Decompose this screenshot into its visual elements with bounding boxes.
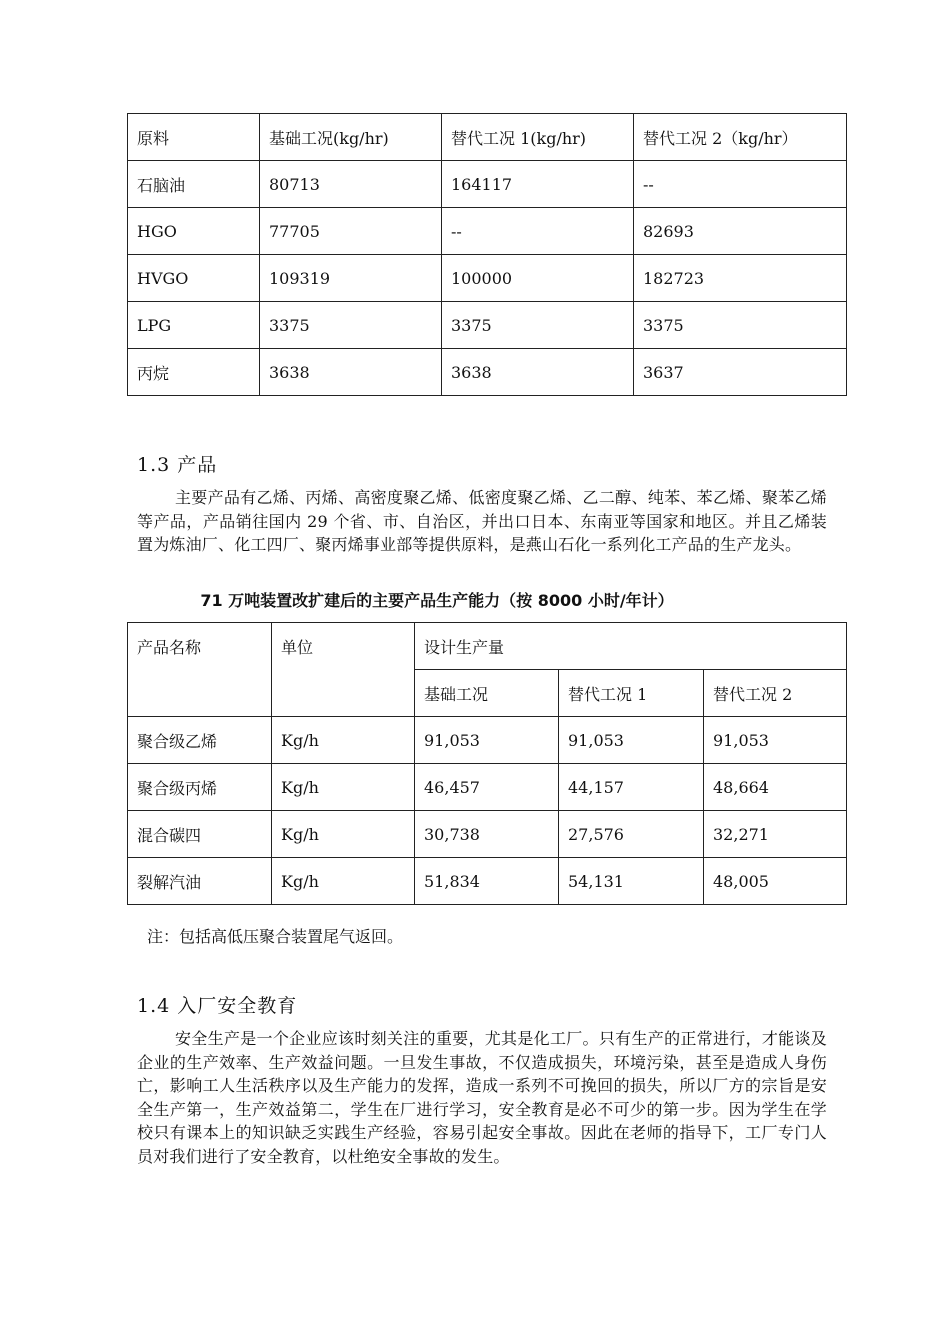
products-paragraph: 主要产品有乙烯、丙烯、高密度聚乙烯、低密度聚乙烯、乙二醇、纯苯、苯乙烯、聚苯乙烯等产品，产品销往国内 29 个省、市、自治区，并出口日本、东南亚等国家和地区。并且乙烯装置为炼油厂、化工四厂、聚丙烯事业部等提供原料，是燕山石化一系列化工产品的生产龙头。 (137, 488, 827, 554)
table-cell: 109319 (260, 255, 442, 302)
header-cell: 替代工况 2（kg/hr） (634, 114, 847, 161)
table-cell: HGO (128, 208, 260, 255)
table-cell: 27,576 (559, 811, 704, 858)
table-cell: 80713 (260, 161, 442, 208)
table-cell: 3375 (442, 302, 634, 349)
feedstock-table (127, 113, 847, 396)
table-cell: 91,053 (559, 717, 704, 764)
header-cell-product: 产品名称 (128, 623, 272, 717)
section-heading-products: 1.3 产品 (137, 454, 218, 476)
header-cell: 替代工况 2 (704, 670, 847, 717)
table-cell: 51,834 (415, 858, 559, 905)
table-cell: 32,271 (704, 811, 847, 858)
header-cell: 替代工况 1(kg/hr) (442, 114, 634, 161)
table-cell: 164117 (442, 161, 634, 208)
capacity-table-title: 71 万吨装置改扩建后的主要产品生产能力（按 8000 小时/年计） (200, 591, 674, 610)
table-cell: 30,738 (415, 811, 559, 858)
table-cell: 44,157 (559, 764, 704, 811)
table-cell: HVGO (128, 255, 260, 302)
table-cell: Kg/h (272, 811, 415, 858)
table-row (128, 717, 847, 764)
table-cell: 77705 (260, 208, 442, 255)
safety-paragraph: 安全生产是一个企业应该时刻关注的重要，尤其是化工厂。只有生产的正常进行，才能谈及企业的生产效率、生产效益问题。一旦发生事故，不仅造成损失，环境污染，甚至是造成人身伤亡，影响工人生活秩序以及生产能力的发挥，造成一系列不可挽回的损失，所以厂方的宗旨是安全生产第一，生产效益第二，学生在厂进行学习，安全教育是必不可少的第一步。因为学生在学校只有课本上的知识缺乏实践生产经验，容易引起安全事故。因此在老师的指导下，工厂专门人员对我们进行了安全教育，以杜绝安全事故的发生。 (137, 1029, 827, 1166)
header-cell: 替代工况 1 (559, 670, 704, 717)
table-row (128, 811, 847, 858)
table-cell: 91,053 (704, 717, 847, 764)
table-cell: 裂解汽油 (128, 858, 272, 905)
header-cell: 基础工况 (415, 670, 559, 717)
section-heading-safety: 1.4 入厂安全教育 (137, 995, 298, 1017)
table-cell: Kg/h (272, 858, 415, 905)
header-cell: 基础工况(kg/hr) (260, 114, 442, 161)
table-cell: 48,005 (704, 858, 847, 905)
header-cell-unit: 单位 (272, 623, 415, 717)
table-row (128, 858, 847, 905)
table-cell: 3375 (260, 302, 442, 349)
table-cell: 石脑油 (128, 161, 260, 208)
header-cell-design-output: 设计生产量 (415, 623, 847, 670)
table-cell: LPG (128, 302, 260, 349)
table-row (128, 161, 847, 208)
table-cell: 聚合级乙烯 (128, 717, 272, 764)
table-row (128, 349, 847, 396)
table-cell: 54,131 (559, 858, 704, 905)
table-cell: 82693 (634, 208, 847, 255)
table-cell: 3637 (634, 349, 847, 396)
table-cell: Kg/h (272, 764, 415, 811)
table-header-row (128, 623, 847, 670)
table-cell: 3375 (634, 302, 847, 349)
capacity-table (127, 622, 847, 905)
table-cell: 聚合级丙烯 (128, 764, 272, 811)
table-row (128, 255, 847, 302)
header-cell: 原料 (128, 114, 260, 161)
table-cell: 91,053 (415, 717, 559, 764)
table-cell: -- (634, 161, 847, 208)
table-cell: -- (442, 208, 634, 255)
table-cell: 48,664 (704, 764, 847, 811)
table-row (128, 764, 847, 811)
table-cell: 182723 (634, 255, 847, 302)
table-cell: Kg/h (272, 717, 415, 764)
table-cell: 丙烷 (128, 349, 260, 396)
table-cell: 46,457 (415, 764, 559, 811)
table-cell: 3638 (442, 349, 634, 396)
table-row (128, 302, 847, 349)
table-cell: 混合碳四 (128, 811, 272, 858)
table-cell: 100000 (442, 255, 634, 302)
table-cell: 3638 (260, 349, 442, 396)
table-header-row (128, 114, 847, 161)
table-row (128, 208, 847, 255)
capacity-table-note: 注：包括高低压聚合装置尾气返回。 (147, 927, 404, 946)
